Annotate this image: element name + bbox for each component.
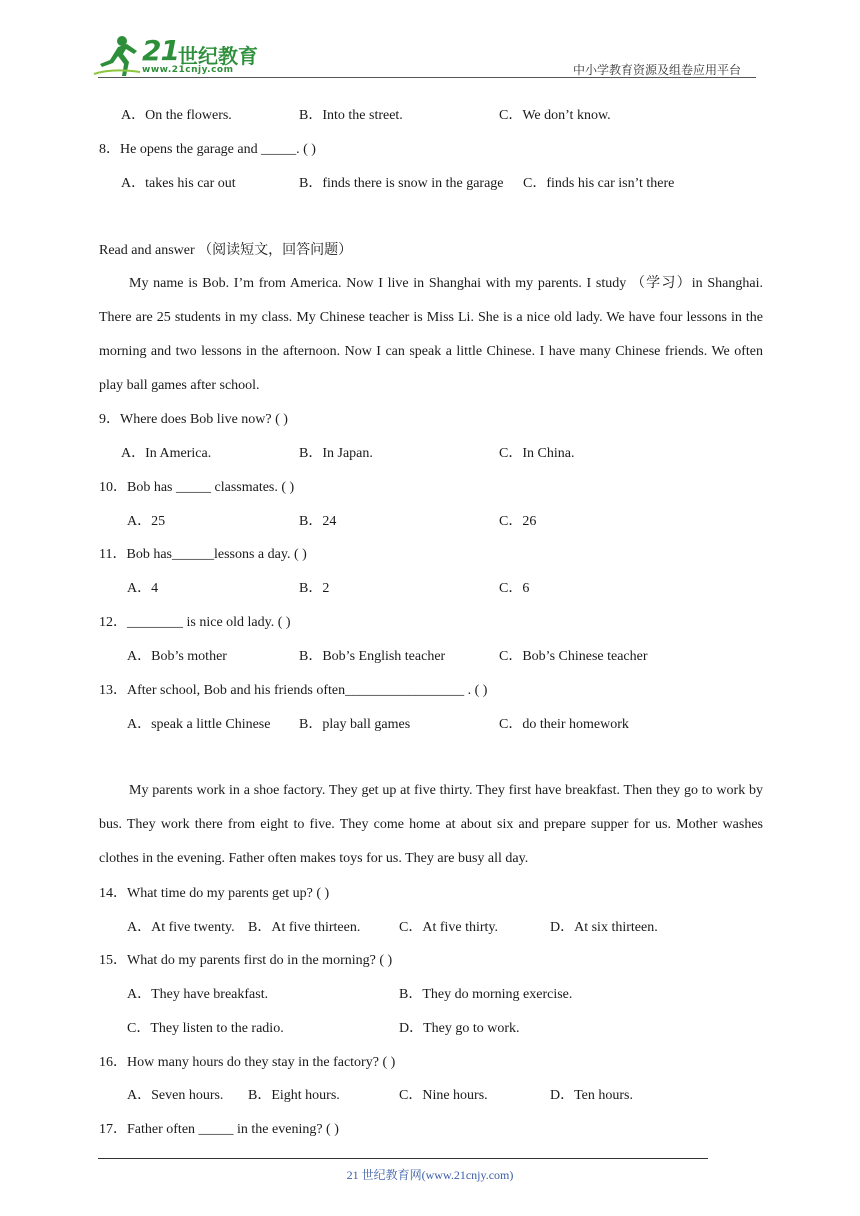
q12-question: 12．________ is nice old lady. ( ) bbox=[99, 615, 291, 630]
q9-option-a: A．In America. bbox=[121, 446, 212, 461]
footer-divider bbox=[98, 1158, 708, 1159]
q14-option-d: D．At six thirteen. bbox=[550, 920, 658, 935]
q15-option-d: D．They go to work. bbox=[399, 1021, 520, 1036]
q8-option-c: C．finds his car isn’t there bbox=[523, 176, 675, 191]
q15-option-b: B．They do morning exercise. bbox=[399, 987, 573, 1002]
q13-option-b: B．play ball games bbox=[299, 717, 411, 732]
q13-option-c: C．do their homework bbox=[499, 717, 629, 732]
q16-option-c: C．Nine hours. bbox=[399, 1088, 488, 1103]
passage-2: My parents work in a shoe factory. They get up at five thirty. They first have breakfast. Then they go to work by bus. They work there from eight to five. They come home at about six and prepare supper for us. Mother washes clothes in the evening. Father often makes toys for us. They are busy all day. bbox=[99, 783, 763, 866]
q15-option-c: C．They listen to the radio. bbox=[127, 1021, 284, 1036]
logo-number: 21 bbox=[142, 34, 179, 67]
q9-question: 9．Where does Bob live now? ( ) bbox=[99, 412, 288, 427]
footer-link[interactable]: 21 世纪教育网(www.21cnjy.com) bbox=[346, 1168, 514, 1182]
q12-option-a: A．Bob’s mother bbox=[127, 649, 227, 664]
q10-option-a: A．25 bbox=[127, 514, 166, 529]
runner-icon bbox=[92, 34, 144, 78]
q14-option-b: B．At five thirteen. bbox=[248, 920, 361, 935]
site-logo bbox=[92, 34, 262, 78]
q10-option-b: B．24 bbox=[299, 514, 337, 529]
q17-question: 17．Father often _____ in the evening? ( ) bbox=[99, 1122, 339, 1137]
q10-question: 10．Bob has _____ classmates. ( ) bbox=[99, 480, 295, 495]
q8-option-a: A．takes his car out bbox=[121, 176, 236, 191]
logo-text: 世纪教育 bbox=[178, 44, 258, 68]
q7-option-c: C．We don’t know. bbox=[499, 108, 611, 123]
q11-option-c: C．6 bbox=[499, 581, 530, 596]
q16-question: 16．How many hours do they stay in the factory? ( ) bbox=[99, 1055, 396, 1070]
q12-option-b: B．Bob’s English teacher bbox=[299, 649, 446, 664]
q15-question: 15．What do my parents first do in the morning? ( ) bbox=[99, 953, 393, 968]
passage-1: My name is Bob. I’m from America. Now I live in Shanghai with my parents. I study （学习）in Shanghai. There are 25 students in my class. My Chinese teacher is Miss Li. She is a nice old lady. We have four lessons in the morning and two lessons in the afternoon. Now I can speak a little Chinese. I have many Chinese friends. We often play ball games after school. bbox=[99, 276, 763, 393]
platform-title: 中小学教育资源及组卷应用平台 bbox=[573, 63, 742, 77]
q9-option-b: B．In Japan. bbox=[299, 446, 373, 461]
header-divider bbox=[98, 77, 756, 78]
q13-question: 13．After school, Bob and his friends often_________________ . ( ) bbox=[99, 683, 488, 698]
q7-option-b: B．Into the street. bbox=[299, 108, 403, 123]
section-title: Read and answer （阅读短文，回答问题） bbox=[99, 243, 353, 258]
q8-question: 8．He opens the garage and _____. ( ) bbox=[99, 142, 316, 157]
q10-option-c: C．26 bbox=[499, 514, 537, 529]
q14-option-a: A．At five twenty. bbox=[127, 920, 235, 935]
q13-option-a: A．speak a little Chinese bbox=[127, 717, 271, 732]
q9-option-c: C．In China. bbox=[499, 446, 575, 461]
q14-option-c: C．At five thirty. bbox=[399, 920, 499, 935]
q11-option-b: B．2 bbox=[299, 581, 330, 596]
q14-question: 14．What time do my parents get up? ( ) bbox=[99, 886, 330, 901]
q16-option-a: A．Seven hours. bbox=[127, 1088, 224, 1103]
logo-url: www.21cnjy.com bbox=[142, 65, 234, 75]
q12-option-c: C．Bob’s Chinese teacher bbox=[499, 649, 648, 664]
q11-option-a: A．4 bbox=[127, 581, 159, 596]
q15-option-a: A．They have breakfast. bbox=[127, 987, 269, 1002]
q7-option-a: A．On the flowers. bbox=[121, 108, 232, 123]
q16-option-b: B．Eight hours. bbox=[248, 1088, 340, 1103]
q16-option-d: D．Ten hours. bbox=[550, 1088, 634, 1103]
q8-option-b: B．finds there is snow in the garage bbox=[299, 176, 504, 191]
q11-question: 11．Bob has______lessons a day. ( ) bbox=[99, 547, 307, 562]
